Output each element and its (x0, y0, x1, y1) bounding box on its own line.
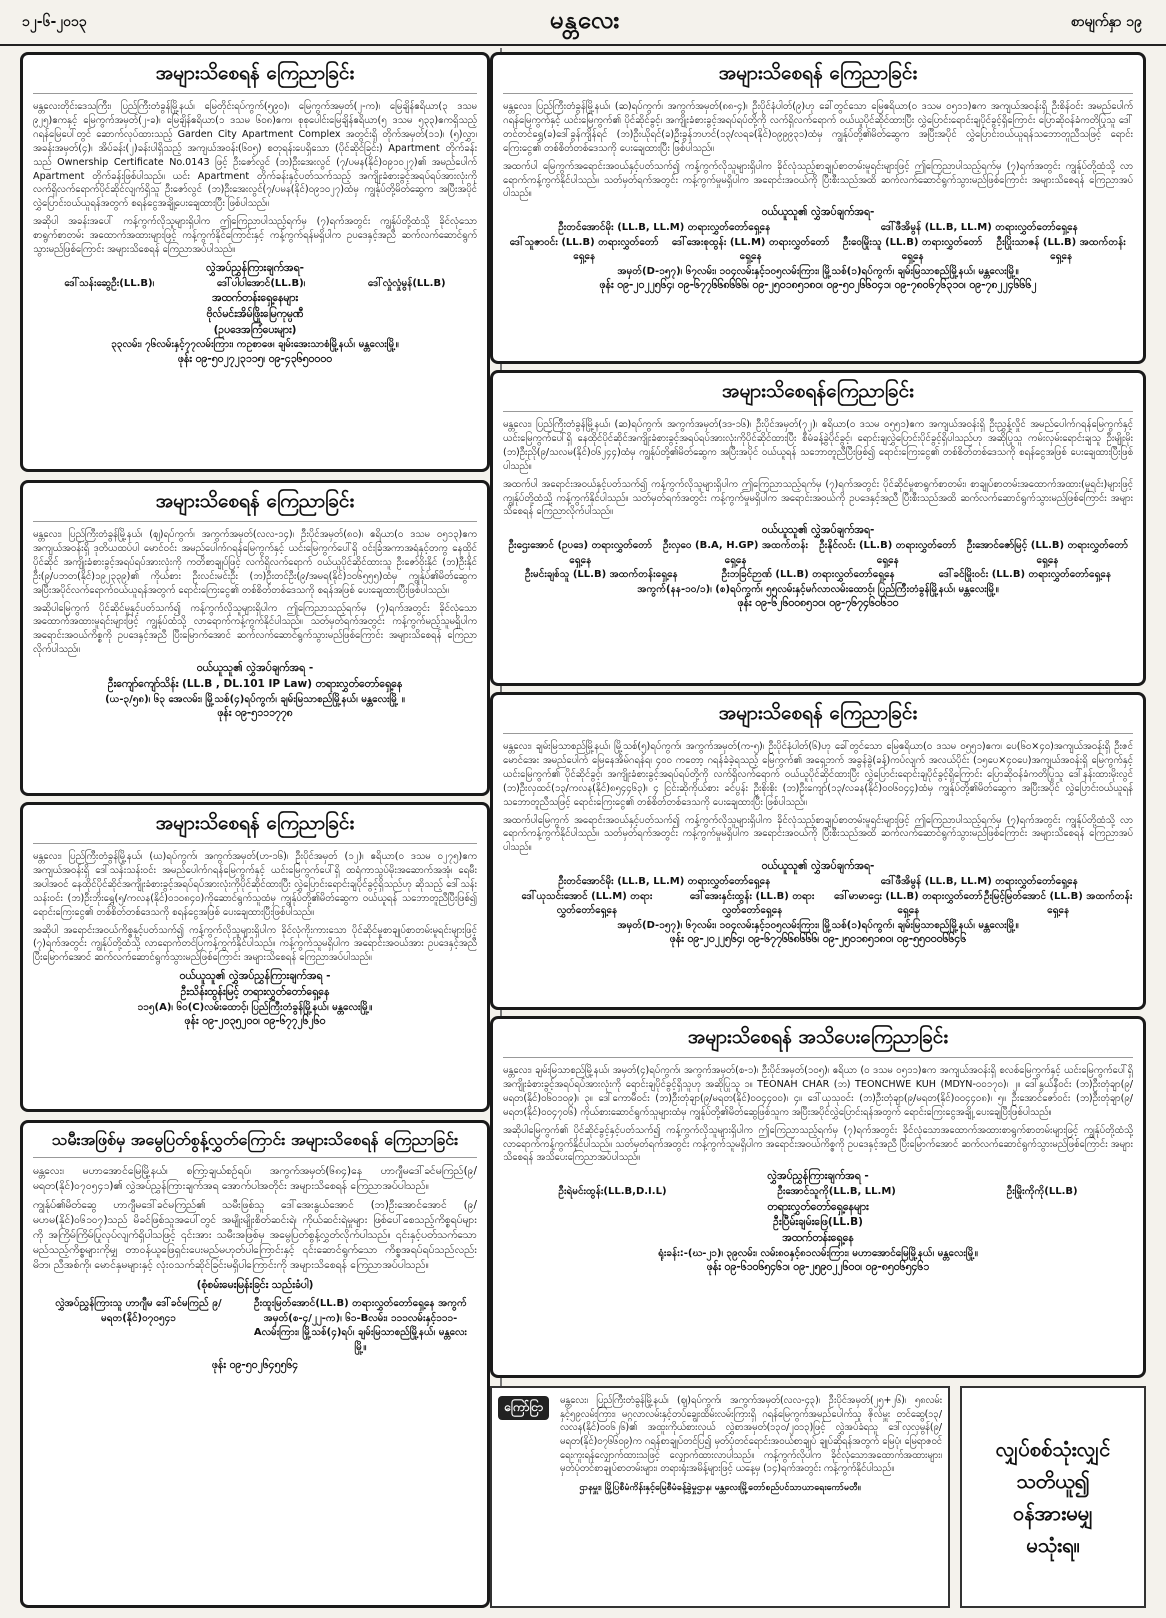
signatory: ဦးပြိုးသာဇန် (LL.B) အထက်တန်းရှေ့နေ (996, 236, 1126, 263)
notice-3 (20, 802, 490, 1112)
signature-row (503, 1185, 1133, 1200)
notice-8 (490, 1016, 1146, 1378)
notice-paragraph: အဆိုပါမြေကွက် ပိုင်ဆိုင်မှုနှင့်ပတ်သက်၍ ကန့်ကွက်လိုသူများရှိပါက ဤကြေညာသည့်ရက်မှ (၇)ရက်အတွင်း ခိုင်လုံသောအထောက်အထားမူရင်းများဖြင့် ကျွန်ုပ်ထံသို့ လာရောက်ကန့်ကွက်နိုင်ပါသည်။ သတ်မှတ်ရက်အတွင်း ကန့်ကွက်မည့်သူမရှိပါက အရောင်းအဝယ်ကိစ္စကို ဥပဒေနှင့်အညီ ပြီးမြောက်အောင် ဆက်လက်ဆောင်ရွက်သွားမည်ဖြစ်ကြောင်း အများသိစေရန် ကြေညာလိုက်ပါသည်။ (33, 602, 477, 656)
signatory: လွှဲအပ်ညွှန်ကြားသူ ဟာဂျီမ ဒေါ်ခင်မကြည် ၉/မရတ(နိုင်)၀၇၀၅၄၁ (55, 1298, 222, 1324)
signature-row (33, 277, 477, 292)
signatory: ဦးတင်အောင်မိုး (LL.B, LL.M) တရားလွှတ်တော်ရှေ့နေ (558, 222, 771, 234)
notice-paragraph: အထက်ပါ မြေကွက်အရောင်းအဝယ်နှင့်ပတ်သက်၍ ကန့်ကွက်လိုသူများရှိပါက ခိုင်လုံသည့်စာချုပ်စာတမ်းမူရင်းများဖြင့် ဤကြေညာပါသည့်ရက်မှ (၇)ရက်အတွင်း ကျွန်ုပ်တို့ထံသို့ လာရောက်ကန့်ကွက်နိုင်ပါသည်။ သတ်မှတ်ရက်အတွင်း ကန့်ကွက်မှုမရှိပါက အရောင်းအဝယ်ကို ပြီးစီးသည်အထိ ဆက်လက်ဆောင်ရွက်သွားမည်ဖြစ်ကြောင်း အများသိစေရန် ကြေညာအပ်ပါသည်။ (503, 160, 1133, 200)
notice-address: ရုံးခန်း:-(ဃ-၂၁)၊ ၃၉လမ်း၊ လမ်း၈၀နှင့်၈၁လမ်းကြား၊ မဟာအောင်မြေမြို့နယ်၊ မန္တလေးမြို့။ (658, 1247, 978, 1259)
signatory: ဒေါ်လှုံလှုံမွန်(LL.B) (367, 277, 446, 289)
notice-phone: ဖုန်း ၀၉-၅၀၂၇၂၃၁၁၅၊ ၀၉-၄၃၆၅၀၀၀၀ (177, 352, 333, 365)
notice-paragraph: အဆိုပါ အရောင်းအဝယ်ကိစ္စနှင့်ပတ်သက်၍ ကန့်ကွက်လိုသူများရှိပါက ခိုင်လုံကိုးကားသော ပိုင်ဆိုင်မှုစာချုပ်စာတမ်းမူရင်းများဖြင့် (၇)ရက်အတွင်း ကျွန်ုပ်တို့ထံသို့ လာရောက်တင်ပြကန့်ကွက်နိုင်ပါသည်။ ကန့်ကွက်သူမရှိပါက အရောင်းအဝယ်အား ဥပဒေနှင့်အညီ ပြီးမြောက်အောင် ဆက်လက်ဆောင်ရွက်သွားမည်ဖြစ်ကြောင်း အများသိစေရန် ကြေညာအပ်ပါသည်။ (33, 924, 477, 964)
notice-paragraph: မန္တလေး၊ ပြည်ကြီးတံခွန်မြို့နယ်၊ (ဈ)ရပ်ကွက်၊ အကွက်အမှတ်(လလ-၁၄)၊ ဦးပိုင်အမှတ်(၈၀)၊ ဧရိယာ(၀ ဒသမ ၀၅၁၃)ဧက အကျယ်အဝန်းရှိ ဒုတိယထပ်ပါ မောင်ဝင်း အမည်ပေါက်ဂရန်မြေကွက်နှင့် ယင်းမြေကွက်ပေါ်ရှိ ဝင်းခြံအကာအရံနှင့်တကွ နေထိုင်ပိုင်ဆိုင် အကျိုးခံစားခွင့်အရပ်ရပ်အားလုံးကို ကတိစာချုပ်ဖြင့် လက်ရှိလက်ရောက် ဝယ်ယူပိုင်ဆိုင်ထားသူ ဦးဇော်ဝိုးနိုင် (ဘ)ဦးနိုင်ဦး(၉/ပဘတ(နိုင်)၁၉၂၃၃၉)၏ ကိုယ်စား ဦးလင်းမင်းဦး (ဘ)ဦးတင်ဦး(၉/အမရ(နိုင်)၁၀၆၅၅၅)ထံမှ ကျွန်ုပ်၏မိတ်ဆွေက အပြီးအပိုင်လက်ရောက်ဝယ်ယူရန်အတွက် ရောင်းကြေးငွေ၏ တစ်စိတ်တစ်ဒေသကို စရန်အဖြစ် ပေးချေထားပြီးဖြစ်ပါသည်။ (33, 529, 477, 596)
signature-heading: ဝယ်ယူသူ၏ လွှဲအပ်ချက်အရ- (761, 524, 875, 537)
signatory: ဦးဝေမြိုးသူ (LL.B) တရားလွှတ်တော်ရှေ့နေ (842, 236, 983, 263)
newspaper-logo: မန္တလေး (549, 6, 621, 34)
signatory: ဦးရဲမင်းထွန်း(LL.B,D.I.L) (558, 1186, 667, 1198)
notice-title: သမီးအဖြစ်မှ အမွေပြတ်စွန့်လွှတ်ကြောင်း အများသိစေရန် ကြေညာခြင်း (33, 1129, 477, 1158)
signature-row (33, 1297, 477, 1355)
notice-phone: ဖုန်း ၀၉-၂၀၃၅၂၀၀၊ ၀၉-၆၇၇၂၆၂၆၀ (184, 1015, 326, 1028)
notice-address: အကွက်(နန-၁၀/၁)၊ (စ)ရပ်ကွက်၊ ၅၅လမ်းနှင့်မဂ်လာလမ်းထောင့်၊ ပြည်ကြီးတံခွန်မြို့နယ်၊ မန္တလေးမြို့။ (637, 583, 999, 595)
notice-2 (20, 480, 490, 796)
signature-title: အထက်တန်းရှေ့နေများ (211, 292, 299, 305)
signatory: ဒေါ်ယုသင်းအောင် (LL.M) တရားလွှတ်တော်ရှေ့နေ (521, 890, 653, 916)
signature-row (503, 221, 1133, 236)
signatory: ဦးနိုင်လင်း (LL.B) တရားလွှတ်တော်ရှေ့နေ (819, 540, 957, 566)
notice-paragraph: မန္တလေးတိုင်းဒေသကြီး၊ ပြည်ကြီးတံခွန်မြို့နယ်၊ မြေတိုင်းရပ်ကွက်(၅၉၀)၊ မြေကွက်အမှတ်(၂-က)၊ မြေချိန်ဧရိယာ(၃ ဒသမ ၉၂၅)ဧကနှင့် မြေကွက်အမှတ်(၂-ခ)၊ မြေချိန်ဧရိယာ(၁ ဒသမ ၆၀၈)ဧက၊ စုစုပေါင်းမြေချိန်ဧရိယာ(၅ ဒသမ ၅၃၃)ဧကရှိသည့် ဂရန်မြေပေါ်တွင် ဆောက်လုပ်ထားသည့် Garden City Apartment Complex အတွင်းရှိ တိုက်အမှတ်(၁၁)၊ (၅)လွှာ၊ အခန်းအမှတ်(၄)၊ အိပ်ခန်း(၂)ခန်းပါရှိသည့် အကျယ်အဝန်း(၆၀၅) စတုရန်းပေရှိသော (ပိုင်ဆိုင်ခြင်း) Apartment တိုက်ခန်းသည် Ownership Certificate No.0143 ဖြင့် ဦးဇော်လွင် (ဘ)ဦးအေးလွင် (၇/ပမန(နိုင်)၀၉၁၀၂၇)၏ အမည်ပေါက် Apartment တိုက်ခန်းဖြစ်ပါသည်။ ယင်း Apartment တိုက်ခန်းနှင့်ပတ်သက်သည့် အကျိုးခံစားခွင့်အရပ်ရပ်အားလုံးကို လက်ရှိလက်ရောက်ပိုင်ဆိုင်လျက်ရှိသူ ဦးဇော်လွင် (ဘ)ဦးအေးလွင်(၇/ပမန(နိုင်)၀၉၁၀၂၇)ထံမှ ကျွန်ုပ်တို့မိတ်ဆွေက အပြီးအပိုင် လွှဲပြောင်းဝယ်ယူရန်အတွက် စရန်ငွေအချို့ပေးချေထားပြီး ဖြစ်ပါသည်။ (33, 101, 477, 210)
signatory: ဦးကျော်ကျော်သိန်း (LL.B , DL.101 IP Law) တရားလွှတ်တော်ရှေ့နေ (107, 677, 403, 690)
signature-heading: လွှဲအပ်ညွှန်ကြားချက်အရ - (767, 1170, 869, 1183)
notice-title: အများသိစေရန် ကြေညာခြင်း (503, 701, 1133, 734)
signatory: ဒေါ်သန်းဆွေဦး(LL.B)၊ (64, 277, 155, 289)
notice-title: အများသိစေရန်ကြေညာခြင်း (503, 379, 1133, 412)
signatory: ဒေါ်ခင်မြိုးဝင်း (LL.B) တရားလွှတ်တော်ရှေ့နေ (938, 569, 1112, 581)
notice-tag: ကြော်ငြာ (498, 1396, 549, 1420)
signature-heading: ဝယ်ယူသူ၏ လွှဲအပ်ချက်အရ- (761, 860, 875, 873)
notice-paragraph: အထက်ပါမြေကွက် အရောင်းအဝယ်နှင့်ပတ်သက်၍ ကန့်ကွက်လိုသူများရှိပါက ခိုင်လုံသည့်စာချုပ်စာတမ်းမူရင်းများဖြင့် ဤကြေညာပါသည့်ရက်မှ (၇)ရက်အတွင်း ကျွန်ုပ်တို့ထံသို့ လာရောက်ကန့်ကွက်နိုင်ပါသည်။ သတ်မှတ်ရက်အတွင်း ကန့်ကွက်မှုမရှိပါက အရောင်းအဝယ်ကို ပြီးစီးသည်အထိ ဆက်လက်ဆောင်ရွက်သွားမည်ဖြစ်ကြောင်း အများသိစေရန် ကြေညာအပ်ပါသည်။ (503, 814, 1133, 854)
issue-date: ၁၂-၆-၂၀၁၃ (22, 14, 87, 30)
notice-paragraph: ကျွန်ုပ်၏မိတ်ဆွေ ဟာဂျီမဒေါ်ခင်မကြည်၏ သမီးဖြစ်သူ ဒေါ်အေးနွယ်အောင် (ဘ)ဦးအောင်အောင် (၉/မဟမ(နိုင်)၀၆၁၀၇)သည် မိခင်ဖြစ်သူအပေါ်တွင် အမျိုးမျိုးစိတ်ဆင်းရဲ၊ ကိုယ်ဆင်းရဲမှုများ ဖြစ်ပေါ်စေသည့်ကိစ္စရပ်များကို အကြိမ်ကြိမ်ပြုလုပ်လျက်ရှိပါသဖြင့် ၎င်းအား သမီးအဖြစ်မှ အမွေပြတ်စွန့်လွှတ်လိုက်ပါသည်။ ၎င်းနှင့်ပတ်သက်သော မည်သည့်ကိစ္စများကိုမျှ တာဝန်ယူဖြေရှင်းပေးမည်မဟုတ်ပါကြောင်းနှင့် ၎င်းဆောင်ရွက်သော ကိစ္စအရပ်ရပ်သည်လည်း မိဘ၊ ညီအစ်ကို၊ မောင်နှမများနှင့် လုံးဝသက်ဆိုင်ခြင်းမရှိပါကြောင်းကို အများသိစေရန် ကြေညာအပ်ပါသည်။ (33, 1199, 477, 1272)
notice-paragraph: မန္တလေး၊ ပြည်ကြီးတံခွန်မြို့နယ်၊ (ဆ)ရပ်ကွက်၊ အကွက်အမှတ်(ဒဒ-၁၆)၊ ဦးပိုင်အမှတ်(၇၂)၊ ဧရိယာ(၀ ဒသမ ၀၅၅၁)ဧက အကျယ်အဝန်းရှိ ဦးညွှန့်လှိုင် အမည်ပေါက်ဂရန်မြေကွက်နှင့် ယင်းမြေကွက်ပေါ်ရှိ နေထိုင်ပိုင်ဆိုင်အကျိုးခံစားခွင့်အရပ်ရပ်အားလုံးကိုပိုင်ဆိုင်ထားပြီး စီမံခန့်ခွဲပိုင်ခွင့်၊ ရောင်းချလွှဲပြောင်းပိုင်ခွင့်ရှိပါသည်ဟု အဆိုပြုသူ ကမ်းလှမ်းရောင်းချသူ ဦးမျိုးမိုး (ဘ)ဦးညို(၉/သလမ(နိုင်)၀၆၂၄၄)ထံမှ ကျွန်ုပ်တို့၏မိတ်ဆွေက အပြီးအပိုင် ဝယ်ယူရန် သဘောတူညီပြီးဖြစ်၍ ရောင်းကြေးငွေ၏ တစ်စိတ်တစ်ဒေသကို စရန်ငွေအဖြစ် ပေးချေထားပြီးဖြစ်ပါသည်။ (503, 419, 1133, 472)
notice-title: အများသိစေရန် ကြေညာခြင်း (33, 811, 477, 844)
notice-paragraph: မန္တလေး၊ မဟာအောင်မြေမြို့နယ်၊ စကြာ့ချယ်စဉ်ရပ်၊ အကွက်အမှတ်(၆၈၄)နေ ဟာဂျီမဒေါ်ခင်မကြည်(၉/မရတ(နိုင်)၀၇၀၅၄၁)၏ လွှဲအပ်ညွှန်ကြားချက်အရ အောက်ပါအတိုင်း အများသိစေရန် ကြေညာအပ်ပါသည်။ (33, 1165, 477, 1193)
signatory: ဒေါ်သူဇာဝင်း (LL.B) တရားလွှတ်တော်ရှေ့နေ (509, 236, 659, 263)
notice-phone: ဖုန်း ၀၉-၆၁၀၆၅၄၆၁၊ ၀၉-၂၅၉၀၂၂၆၀၀၊ ၀၉-၈၅၀၆၅၄၆၁ (706, 1261, 930, 1274)
notice-address: ၃၃လမ်း၊ ၇၆လမ်းနှင့်၇၇လမ်းကြား၊ ကဥစာဖေ၊ ချမ်းအေးသာစံမြို့နယ်၊ မန္တလေးမြို့။ (111, 339, 399, 351)
electricity-safety-ad (960, 1386, 1146, 1608)
notice-title: အများသိစေရန် ကြေညာခြင်း (33, 489, 477, 522)
signatory: ဒေါ်ဖီအိမွန် (LL.B, LL.M) တရားလွှတ်တော်ရှေ့နေ (880, 876, 1078, 887)
notice-paragraph: အထက်ပါ အရောင်းအဝယ်နှင့်ပတ်သက်၍ ကန့်ကွက်လိုသူများရှိပါက ဤကြေညာသည့်ရက်မှ (၇)ရက်အတွင်း ပိုင်ဆိုင်မှုစာရွက်စာတမ်း၊ စာချုပ်စာတမ်းအထောက်အထား(မူရင်း)များဖြင့် ကျွန်ုပ်တို့ထံသို့ ကန့်ကွက်နိုင်ပါသည်။ သတ်မှတ်ရက်အတွင်း ကန့်ကွက်မှုမရှိပါက အရောင်းအဝယ်ကို ဥပဒေနှင့်အညီ ပြီးစီးသည်အထိ ဆက်လက်ဆောင်ရွက်သွားမည်ဖြစ်ကြောင်း အများသိစေရန် ကြေညာလိုက်ပါသည်။ (503, 478, 1133, 518)
signatory: ဦးအောင်ဇော်မြင့် (LL.B) တရားလွှတ်တော်ရှေ့နေ (966, 540, 1129, 566)
signatory: ဒေါ်အေးနှင်းထွန်း (LL.B) တရားလွှတ်တော်ရှေ့နေ (689, 890, 815, 916)
signature-heading: ဝယ်ယူသူ၏ လွှဲအပ်ချက်အရ - (196, 662, 314, 675)
municipal-notice (490, 1386, 950, 1608)
signatory: ဦးတင်အောင်မိုး (LL.B, LL.M) တရားလွှတ်တော်ရှေ့နေ (558, 876, 771, 887)
signatory: ဦးအောင်သူကို(LL.B, LL.M) (777, 1186, 896, 1198)
municipal-notice-footer: ဌာနမှူး၊ မြို့ပြစီမံကိန်းနှင့်မြေစီမံခန့်ခွဲမှုဌာန၊ မန္တလေးမြို့တော်စည်ပင်သာယာရေးကော်မတီ။ (579, 1482, 861, 1493)
signature-heading: ဝယ်ယူသူ၏ လွှဲအပ်ညွှန်ကြားချက်အရ - (179, 970, 331, 983)
notice-paragraph: အဆိုပါမြေကွက်၏ ပိုင်ဆိုင်ခွင့်နှင့်ပတ်သက်၍ ကန့်ကွက်လိုသူများရှိပါက ဤကြေညာသည့်ရက်မှ (၇)ရက်အတွင်း ခိုင်လုံသောအထောက်အထားစာရွက်စာတမ်းများဖြင့် ကျွန်ုပ်တို့ထံသို့ လာရောက်ကန့်ကွက်နိုင်ပါသည်။ သတ်မှတ်ရက်အတွင်း ကန့်ကွက်သူမရှိပါက အရောင်းအဝယ်ကိစ္စကို ဥပဒေနှင့်အညီ ပြီးမြောက်အောင် ဆက်လက်ဆောင်ရွက်သွားမည်ဖြစ်ကြောင်း အများသိစေရန် အသိပေးကြေညာအပ်ပါသည်။ (503, 1124, 1133, 1164)
notice-address: အမှတ်(D-၁၅၇)၊ ၆၇လမ်း၊ ၁၀၄လမ်းနှင့်၁၀၅လမ်းကြား၊ မြို့သစ်(၁)ရပ်ကွက်၊ ချမ်းမြသာစည်မြို့နယ်၊ မန္တလေးမြို့။ (617, 919, 1019, 931)
signatory: ဦးထူးမြတ်အောင်(LL.B) တရားလွှတ်တော်ရှေ့နေ အကွက်အမှတ်(စ-၄/၂၂-က)၊ ၆၁-Bလမ်း၊ ၁၁၁လမ်းနှင့်၁၁၁-Aလမ်းကြား၊ မြို့သစ်(၄)ရပ်၊ ချမ်းမြသာစည်မြို့နယ်၊ မန္တလေးမြို့။ (253, 1298, 467, 1353)
notice-1 (20, 52, 490, 472)
signatory: ဒေါ်ပါပါအောင်(LL.B)၊ (216, 277, 306, 289)
signatory: ဦးမြိုးကိုကို(LL.B) (1006, 1186, 1078, 1198)
notice-title: အများသိစေရန် ကြေညာခြင်း (503, 61, 1133, 94)
municipal-notice-text: မန္တလေး၊ ပြည်ကြီးတံခွန်မြို့နယ်၊ (ဈ)ရပ်ကွက်၊ အကွက်အမှတ်(လလ-၄၃)၊ ဦးပိုင်အမှတ်(၂၅+၂၆)၊ ၅၈လမ်းနှင့်၅၉လမ်းကြား၊ မဂ္ဂလာလမ်းနှင့်တပ်ချွေးထိမ်းလမ်းကြားရှိ ဂရန်မြေကွက်အမည်ပေါက်သူ ဇိုလ်မှူး တင်ဆွေ(၁၃/လလန(နိုင်)၀၀၆၂၆)၏ အထူးကိုယ်စားလှယ် လွှဲစာအမှတ်(၁၃၀/၂၀၁၃)ဖြင့် လွှဲအပ်ခံရသူ ဒေါ်လှလှမွန်(၉/မရတ(နိုင်)၀၇၆၆၀၉)က ဂရန်စာချုပ်တင်ပြ၍ မှတ်ပုံတင်ရောင်းအဝယ်စာချုပ် ချုပ်ဆိုရန်အတွက် မြေပုံ၊ မြေရာဇဝင်ရေးကူးရန်လျှောက်ထားသဖြင့် လျှောက်ထားလာပါသည်။ ကန့်ကွက်လိုပါက ခိုင်လုံသောအထောက်အထားများ၊ မှတ်ပုံတင်စာချုပ်စာတမ်းများ၊ တရားရုံးအမိန့်များဖြင့် ယနေ့မှ (၁၄)ရက်အတွင်း ကန့်ကွက်နိုင်ပါသည်။ (560, 1395, 942, 1475)
notice-title: အများသိစေရန် ကြေညာခြင်း (33, 61, 477, 94)
signature-title: ဗိုလ်မင်းအိမ်ဖြိုးမြေကုမ္ပဏီ (206, 307, 304, 320)
signatory: ဦးပြီမ်းချမ်းဖြေ(LL.B) (773, 1216, 863, 1229)
notice-paragraph: မန္တလေး၊ ပြည်ကြီးတံခွန်မြို့နယ်၊ (ဆ)ရပ်ကွက်၊ အကွက်အမှတ်(၈၈-၄)၊ ဦးပိုင်နံပါတ်(၉)ဟု ခေါ်တွင်သော မြေဧရိယာ(၀ ဒသမ ၀၅၁၁)ဧက အကျယ်အဝန်းရှိ ဦးစိန်ဝင်း အမည်ပေါက် ဂရန်မြေကွက်နှင့် ယင်းမြေကွက်၏ ပိုင်ဆိုင်ခွင့်၊ အကျိုးခံစားခွင့်အရပ်ရပ်တို့ကို လက်ရှိလက်ရောက် ဝယ်ယူပိုင်ဆိုင်ထားပြီး လွှဲပြောင်းရောင်းချပိုင်ခွင့်ရှိကြောင်း ပြောဆိုဝန်ခံကတိပြုသူ ဒေါ်တင်တင်ရွှေ(ခ)ဒေါ်ခွန်ကျိန်ရင် (ဘ)ဦးယိုရင်(ခ)ဦးခွန်ဘဟင်(၁၃/လရခ(နိုင်)၀၉၉၉၃၁)ထံမှ ကျွန်ုပ်တို့၏မိတ်ဆွေက အပြီးအပိုင် လွှဲပြောင်းဝယ်ယူရန်သဘောတူညီသဖြင့် ရောင်းကြေးငွေ၏ တစ်စိတ်တစ်ဒေသကို ပေးချေထားပြီး ဖြစ်ပါသည်။ (503, 101, 1133, 154)
notice-phone: ဖုန်း ၀၉-၂၀၂၂၅၆၄၊ ၀၉-၆၇၇၆၆၈၆၆၆၊ ၀၉-၂၅၀၁၈၅၁၈၀၊ ၀၉-၅၅၀၀၀၆၆၄၆ (669, 933, 967, 945)
notice-address: အမှတ်(D-၁၅၇)၊ ၆၇လမ်း၊ ၁၀၄လမ်းနှင့်၁၀၅လမ်းကြား၊ မြို့သစ်(၁)ရပ်ကွက်၊ ချမ်းမြသာစည်မြို့နယ်၊ မန္တလေးမြို့။ (617, 265, 1019, 277)
signature-heading: ဝယ်ယူသူ၏ လွှဲအပ်ချက်အရ- (761, 206, 875, 219)
notice-phone: ဖုန်း ၀၉-၂၀၂၂၅၆၄၊ ၀၉-၆၇၇၆၆၈၆၆၆၊ ၀၉-၂၅၀၁၈၅၁၈၀၊ ၀၉-၅၀၂၆၆၀၄၁၊ ၀၉-၇၈၀၆၇၆၃၁၀၊ ၀၉-၇၈၂၂၄၆၆၆၂ (599, 279, 1037, 292)
notice-paragraph: မန္တလေး၊ ချမ်းမြသာစည်မြို့နယ်၊ မြို့သစ်(၅)ရပ်ကွက်၊ အကွက်အမှတ်(က-၅)၊ ဦးပိုင်နံပါတ်(၆)ဟု ခေါ်တွင်သော မြေဧရိယာ(၀ ဒသမ ၀၅၅၁)ဧက၊ ပေ(၆၀×၄၀)အကျယ်အဝန်းရှိ ဦးဇင်မောင်အေး အမည်ပေါက် မြေနေအိမ်ဂရန်ရ၊ ၄၀၀ ကတော့ ဂရန်ခံခဲ့ရသည့် မြေကွက်၏ အရှေ့ဘက် အခွန်ခွဲ(ခန့်)ကပ်လျက် အလယ်ပိုင်း (၁၅ပေ×၄၀ပေ)အကျယ်အဝန်းရှိ မြေကွက်နှင့် ယင်းမြေကွက်၏ ပိုင်ဆိုင်ခွင့်၊ အကျိုးခံစားခွင့်အရပ်ရပ်တို့ကို လက်ရှိလက်ရောက် ဝယ်ယူပိုင်ဆိုင်ထားပြီး လွှဲပြောင်းရောင်းချပိုင်ခွင့်ရှိကြောင်း ပြောဆိုဝန်ခံကတိပြုသူ ဒေါ်နန်းထားမိုးလွင် (ဘ)ဦးလှထင်(၁၃/ကလန(နိုင်)၈၅၄၄၆၃)၊ ၄ ငြင်းဆိုကိုယ်စား ခင်ပွန်း ဦးစိုးစိုး (ဘ)ဦးကျော်(၁၃/လခန(နိုင်)၀၀၆၀၄၄)ထံမှ ကျွန်ုပ်တို့၏မိတ်ဆွေက အပြီးအပိုင် လွှဲပြောင်းဝယ်ယူရန် သဘောတူညီသဖြင့် ရောင်းကြေးငွေ၏ တစ်စိတ်တစ်ဒေသကို ပေးချေထားပြီး ဖြစ်ပါသည်။ (503, 741, 1133, 808)
signature-row (503, 890, 1133, 919)
notice-4 (20, 1120, 490, 1608)
signature-heading: (စုံစမ်းမေးမြန်းခြင်း သည်းခံပါ) (196, 1278, 314, 1291)
signature-row (503, 875, 1133, 890)
notice-phone: ဖုန်း ၀၉-၅၁၁၁၇၇၈ (217, 707, 293, 720)
ad-line: မသုံးရ။ (1026, 1533, 1080, 1557)
notice-paragraph: မန္တလေး၊ ပြည်ကြီးတံခွန်မြို့နယ်၊ (ဃ)ရပ်ကွက်၊ အကွက်အမှတ်(ဟ-၁၆)၊ ဦးပိုင်အမှတ် (၁၂)၊ ဧရိယာ(၀ ဒသမ ၀၂၇၅)ဧက အကျယ်အဝန်းရှိ ဒေါ်သန်းသန်းဝင်း အမည်ပေါက်ဂရန်မြေကွက်နှင့် ယင်းမြေကွက်ပေါ်ရှိ ထရံကာသွပ်မိုးအဆောက်အအုံ၊ ရေမီး အပါအဝင် နေထိုင်ပိုင်ဆိုင်အကျိုးခံစားခွင့်အရပ်ရပ်အားလုံးကိုပိုင်ဆိုင်ထားပြီး လွှဲပြောင်းရောင်းချပိုင်ခွင့်ရှိသည်ဟု ဆိုသည့် ဒေါ်သန်းသန်းဝင်း (ဘ)ဦးဘိုးရွှေ(၅/ကလန(နိုင်)၀၁၀၈၄၀)ကိုဆောင်ရွက်သူထံမှ ကျွန်ုပ်တို့၏မိတ်ဆွေက ဝယ်ယူရန် သဘောတူညီပြီးဖြစ်၍ ရောင်းကြေးငွေ၏ တစ်စိတ်တစ်ဒေသကို စရန်ငွေအဖြစ် ပေးချေထားပြီးဖြစ်ပါသည်။ (33, 851, 477, 918)
signature-title: တရားလွှတ်တော်ရှေ့နေများ (767, 1200, 869, 1213)
signature-row (503, 539, 1133, 568)
signature-row (503, 568, 1133, 583)
notice-7 (490, 692, 1146, 1010)
notice-address: (ယ-၃/၅၈)၊ ၆၃ အေလမ်း၊ မြို့သစ်(၄)ရပ်ကွက်၊ ချမ်းမြသာစည်မြို့နယ်၊ မန္တလေးမြို့ ။ (105, 693, 405, 705)
signature-title: အထက်တန်းရှေ့နေ (782, 1232, 854, 1245)
ad-line: လျှပ်စစ်သုံးလျှင် (995, 1437, 1111, 1461)
notice-address: ၁၁၅(A)၊ ၆၀(C)လမ်းထောင့်၊ ပြည်ကြီးတံခွန်မြို့နယ်၊ မန္တလေးမြို့။ (137, 1001, 373, 1013)
notice-phone: ဖုန်း ၀၉-၆၂၆၀၀၈၅၁၀၊ ၀၉-၇၆၇၄၆၀၆၁၀ (737, 597, 899, 610)
signatory: ဦးလှဝေ (B.A, H.GP) အထက်တန်းရှေ့နေ (663, 540, 809, 566)
signature-heading: လွှဲအပ်ညွှန်ကြားချက်အရ- (206, 261, 304, 274)
notice-paragraph: အဆိုပါ အခန်းအပေါ် ကန့်ကွက်လိုသူများရှိပါက ဤကြေညာပါသည့်ရက်မှ (၇)ရက်အတွင်း ကျွန်ုပ်တို့ထံသို့ ခိုင်လုံသောစာရွက်စာတမ်း အထောက်အထားများဖြင့် ကန့်ကွက်နိုင်ကြောင်းနှင့် ကန့်ကွက်ရန်မရှိပါက ဥပဒေနှင့်အညီ ဆက်လက်ဆောင်ရွက်သွားမည်ဖြစ်ကြောင်း အများသိစေရန် ကြေညာအပ်ပါသည်။ (33, 216, 477, 256)
signatory: ဦးမြင့်မြတ်အောင် (LL.B) အထက်တန်းရှေ့နေ (983, 890, 1133, 916)
ad-line: သတိယူ၍ (1016, 1469, 1090, 1493)
signature-title: (ဥပဒေအကြံပေးများ) (213, 323, 297, 336)
notice-6 (490, 370, 1146, 686)
ad-line: ဝန်အားမမျှ (1012, 1501, 1094, 1525)
page-header (0, 0, 1166, 46)
signatory: ဒေါ်မာမာဌေး (LL.B) တရားလွှတ်တော်ရှေ့နေ (834, 890, 983, 916)
signatory: ဦးမင်းချစ်သူ (LL.B) အထက်တန်းရှေ့နေ (524, 569, 678, 581)
signatory: ဦးဘခြင်ဉာဏ် (LL.B) တရားလွှတ်တော်ရှေ့နေ (721, 569, 895, 581)
notice-paragraph: မန္တလေး၊ ချမ်းမြသာစည်မြို့နယ်၊ အမှတ်(၄)ရပ်ကွက်၊ အကွက်အမှတ်(စ-၁)၊ ဦးပိုင်အမှတ်(၁၀၅)၊ ဧရိယာ (၀ ဒသမ ၀၅၁၁)ဧက အကျယ်အဝန်းရှိ စလစ်မြေကွက်နှင့် ယင်းမြေကွက်ပေါ်ရှိ အကျိုးခံစားခွင့်အရပ်ရပ်အားလုံးကို ရောင်းချပိုင်ခွင့်ရှိသူဟု အဆိုပြုသူ ၁။ TEONAH CHAR (ဘ) TEONCHWE KUH (MDYN-၀၀၁၇၀)၊ ၂။ ဒေါ်နွယ်နီဝင်း (ဘ)ဦးတုံချာ(၉/မရတ(နိုင်)၀၆၀၁၀၉)၊ ၃။ ဒေါ်ကောမီဝင်း (ဘ)ဦးတုံချာ(၉/မရတ(နိုင်)၀၀၄၄၀၀)၊ ၄။ ဒေါ်ယုသုဝင်း (ဘ)ဦးတုံချာ(၉/မရတ(နိုင်)၀၀၄၄၀၈)၊ ၅။ ဦးအောင်ဇော်ဝင်း (ဘ)ဦးတုံချာ(၉/မရတ(နိုင်)၀၀၄၇၀၆) ကိုယ်စားဆောင်ရွက်သူများထံမှ ကျွန်ုပ်တို့၏မိတ်ဆွေဖြစ်သူက အပြီးအပိုင်လွှဲပြောင်းရန်အတွက် ရောင်းကြေးငွေအချို့ ပေးချေပြီးဖြစ်ပါသည်။ (503, 1065, 1133, 1118)
signatory: ဦးဌေးအောင် (ဥပဒေ) တရားလွှတ်တော်ရှေ့နေ (508, 540, 653, 566)
notice-5 (490, 52, 1146, 364)
signatory: ဦးသိန်းထွန်းမြင့် တရားလွှတ်တော်ရှေ့နေ (180, 986, 330, 998)
page-number: စာမျက်နှာ ၁၉ (1070, 14, 1142, 30)
signatory: ဒေါ်ဖီအိမွန် (LL.B, LL.M) တရားလွှတ်တော်ရှေ့နေ (880, 222, 1078, 234)
signatory: ဒေါ်အေးစုထွန်း (LL.M) တရားလွှတ်တော်ရှေ့နေ (671, 236, 830, 263)
notice-phone: ဖုန်း ၀၉-၅၀၂၆၄၅၅၆၄ (211, 1359, 299, 1372)
notice-title: အများသိစေရန် အသိပေးကြေညာခြင်း (503, 1025, 1133, 1058)
signature-row (503, 236, 1133, 265)
